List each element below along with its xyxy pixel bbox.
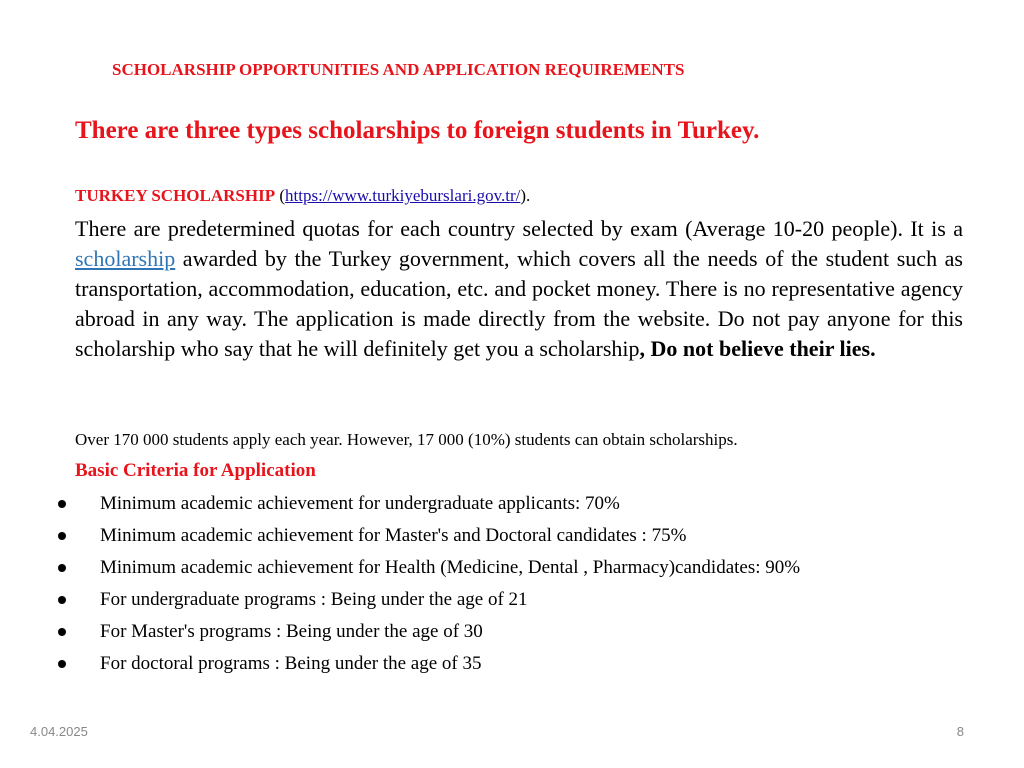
bullet-dot-icon xyxy=(58,564,66,572)
applicant-stats: Over 170 000 students apply each year. However, 17 000 (10%) students can obtain scholarships. xyxy=(75,430,738,449)
criteria-item xyxy=(58,520,978,552)
criteria-text: Minimum academic achievement for undergraduate applicants: 70% xyxy=(100,493,620,514)
bullet-dot-icon xyxy=(58,660,66,668)
slide-title: SCHOLARSHIP OPPORTUNITIES AND APPLICATION REQUIREMENTS xyxy=(112,60,685,79)
close-paren: ). xyxy=(520,186,531,205)
slide-subtitle: There are three types scholarships to foreign students in Turkey. xyxy=(75,117,760,144)
footer-date: 4.04.2025 xyxy=(30,724,88,739)
open-paren: ( xyxy=(275,186,286,205)
criteria-item xyxy=(58,584,978,616)
criteria-text: For doctoral programs : Being under the age of 35 xyxy=(100,653,482,674)
bullet-dot-icon xyxy=(58,596,66,604)
footer-page-number: 8 xyxy=(956,724,964,739)
criteria-item xyxy=(58,552,978,584)
criteria-list xyxy=(58,488,978,680)
scholarship-link[interactable]: scholarship xyxy=(75,246,176,271)
warning-text: , Do not believe their lies. xyxy=(639,336,876,361)
criteria-text: Minimum academic achievement for Master's and Doctoral candidates : 75% xyxy=(100,525,687,546)
bullet-dot-icon xyxy=(58,628,66,636)
criteria-text: For undergraduate programs : Being under the age of 21 xyxy=(100,589,528,610)
bullet-dot-icon xyxy=(58,532,66,540)
turkey-scholarship-heading xyxy=(75,184,955,208)
description-part-2: awarded by the Turkey government, which covers all the needs of the student such as transportation, accommodation, education, etc. and pocket money. There is no representative agency abroad in any way. The application is made directly from the website. Do not pay anyone for this scholarship who say that he will definitely get you a scholarship xyxy=(75,246,963,361)
turkiyeburslari-link[interactable]: https://www.turkiyeburslari.gov.tr/ xyxy=(285,186,521,205)
turkey-scholarship-label: TURKEY SCHOLARSHIP xyxy=(75,186,276,205)
criteria-text: Minimum academic achievement for Health (Medicine, Dental , Pharmacy)candidates: 90% xyxy=(100,557,801,578)
criteria-item xyxy=(58,616,978,648)
criteria-text: For Master's programs : Being under the age of 30 xyxy=(100,621,483,642)
bullet-dot-icon xyxy=(58,500,66,508)
description-part-1: There are predetermined quotas for each country selected by exam (Average 10-20 people). It is a xyxy=(75,216,963,241)
scholarship-description xyxy=(75,214,963,364)
criteria-item xyxy=(58,648,978,680)
criteria-heading: Basic Criteria for Application xyxy=(75,460,316,481)
criteria-item xyxy=(58,488,978,520)
